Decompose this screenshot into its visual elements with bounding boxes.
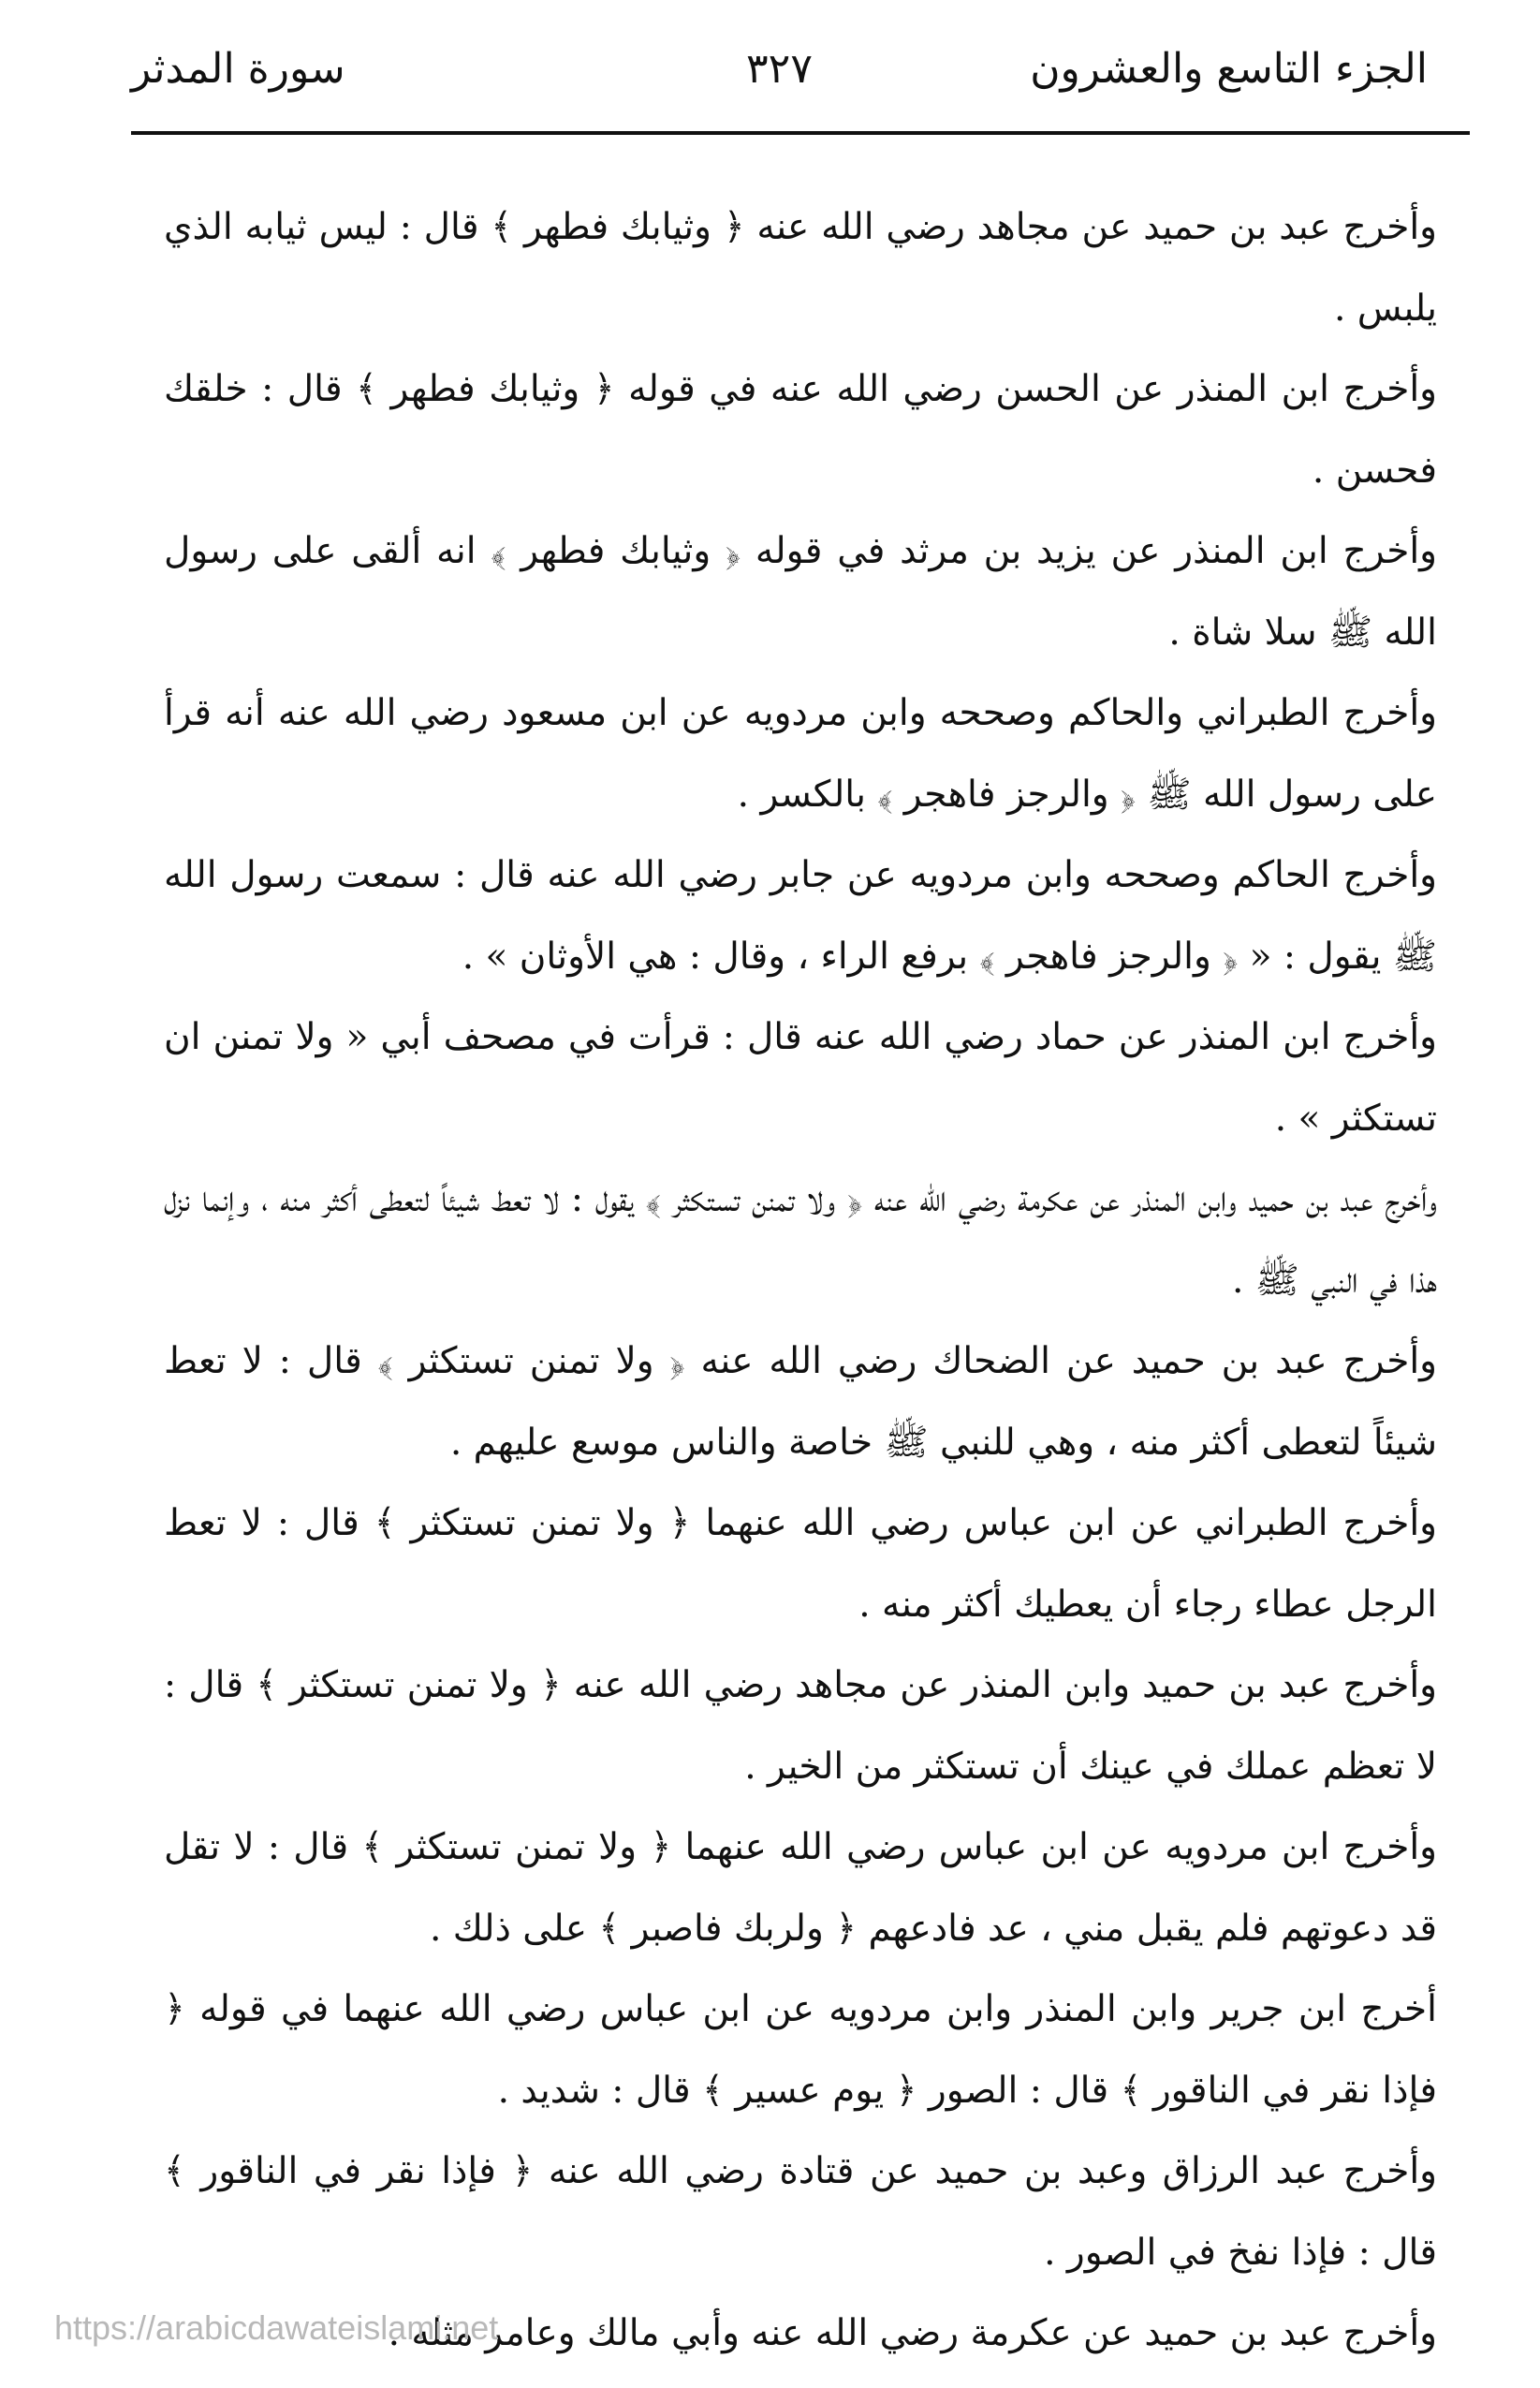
paragraph: وأخرج ابن المنذر عن الحسن رضي الله عنه في قوله ﴿ وثيابك فطهر ﴾ قال : خلقك فحسن . [164,368,1437,492]
header-rule [131,131,1470,135]
watermark-url: https://arabicdawateislami.net [54,2308,499,2347]
paragraph: وأخرج ابن مردويه عن ابن عباس رضي الله عنهما ﴿ ولا تمنن تستكثر ﴾ قال : لا تقل قد دعوتهم فلم يقبل مني ، عد فادعهم ﴿ ولربك فاصبر ﴾ على ذلك . [164,1826,1437,1950]
paragraph: وأخرج الحاكم وصححه وابن مردويه عن جابر رضي الله عنه قال : سمعت رسول الله ﷺ يقول : « ﴿ والرجز فاهجر ﴾ برفع الراء ، وقال : هي الأوثان » . [164,854,1437,978]
page-header [131,37,1428,122]
paragraph: وأخرج الطبراني والحاكم وصححه وابن مردويه عن ابن مسعود رضي الله عنه أنه قرأ على رسول الله ﷺ ﴿ والرجز فاهجر ﴾ بالكسر . [164,692,1437,816]
paragraph: وأخرج عبد بن حميد وابن المنذر عن عكرمة رضي الله عنه ﴿ ولا تمنن تستكثر ﴾ يقول : لا تعط شيئاً لتعطى أكثر منه ، وإنما نزل هذا في النبي ﷺ . [164,1178,1437,1302]
page-body [164,187,1437,2375]
paragraph: وأخرج عبد بن حميد عن الضحاك رضي الله عنه ﴿ ولا تمنن تستكثر ﴾ قال : لا تعط شيئاً لتعطى أكثر منه ، وهي للنبي ﷺ خاصة والناس موسع عليهم . [164,1340,1437,1464]
paragraph: وأخرج عبد الرزاق وعبد بن حميد عن قتادة رضي الله عنه ﴿ فإذا نقر في الناقور ﴾ قال : فإذا نفخ في الصور . [164,2150,1437,2274]
part-title: الجزء التاسع والعشرون [1030,45,1428,93]
paragraph: وأخرج ابن المنذر عن حماد رضي الله عنه قال : قرأت في مصحف أبي « ولا تمنن ان تستكثر » . [164,1016,1437,1140]
paragraph: وأخرج ابن المنذر عن يزيد بن مرثد في قوله ﴿ وثيابك فطهر ﴾ انه ألقى على رسول الله ﷺ سلا شاة . [164,530,1437,654]
paragraph: وأخرج عبد بن حميد عن مجاهد رضي الله عنه ﴿ وثيابك فطهر ﴾ قال : ليس ثيابه الذي يلبس . [164,206,1437,330]
surah-title: سورة المدثر [131,45,345,93]
paragraph: وأخرج عبد بن حميد وابن المنذر عن مجاهد رضي الله عنه ﴿ ولا تمنن تستكثر ﴾ قال : لا تعظم عملك في عينك أن تستكثر من الخير . [164,1664,1437,1788]
paragraph: أخرج ابن جرير وابن المنذر وابن مردويه عن ابن عباس رضي الله عنهما في قوله ﴿ فإذا نقر في الناقور ﴾ قال : الصور ﴿ يوم عسير ﴾ قال : شديد . [164,1988,1437,2112]
paragraph: وأخرج الطبراني عن ابن عباس رضي الله عنهما ﴿ ولا تمنن تستكثر ﴾ قال : لا تعط الرجل عطاء رجاء أن يعطيك أكثر منه . [164,1502,1437,1626]
page-number: ٣٢٧ [746,45,813,93]
paragraph: وأخرج عبد بن حميد عن عكرمة رضي الله عنه وأبي مالك وعامر مثله . [388,2312,1437,2354]
